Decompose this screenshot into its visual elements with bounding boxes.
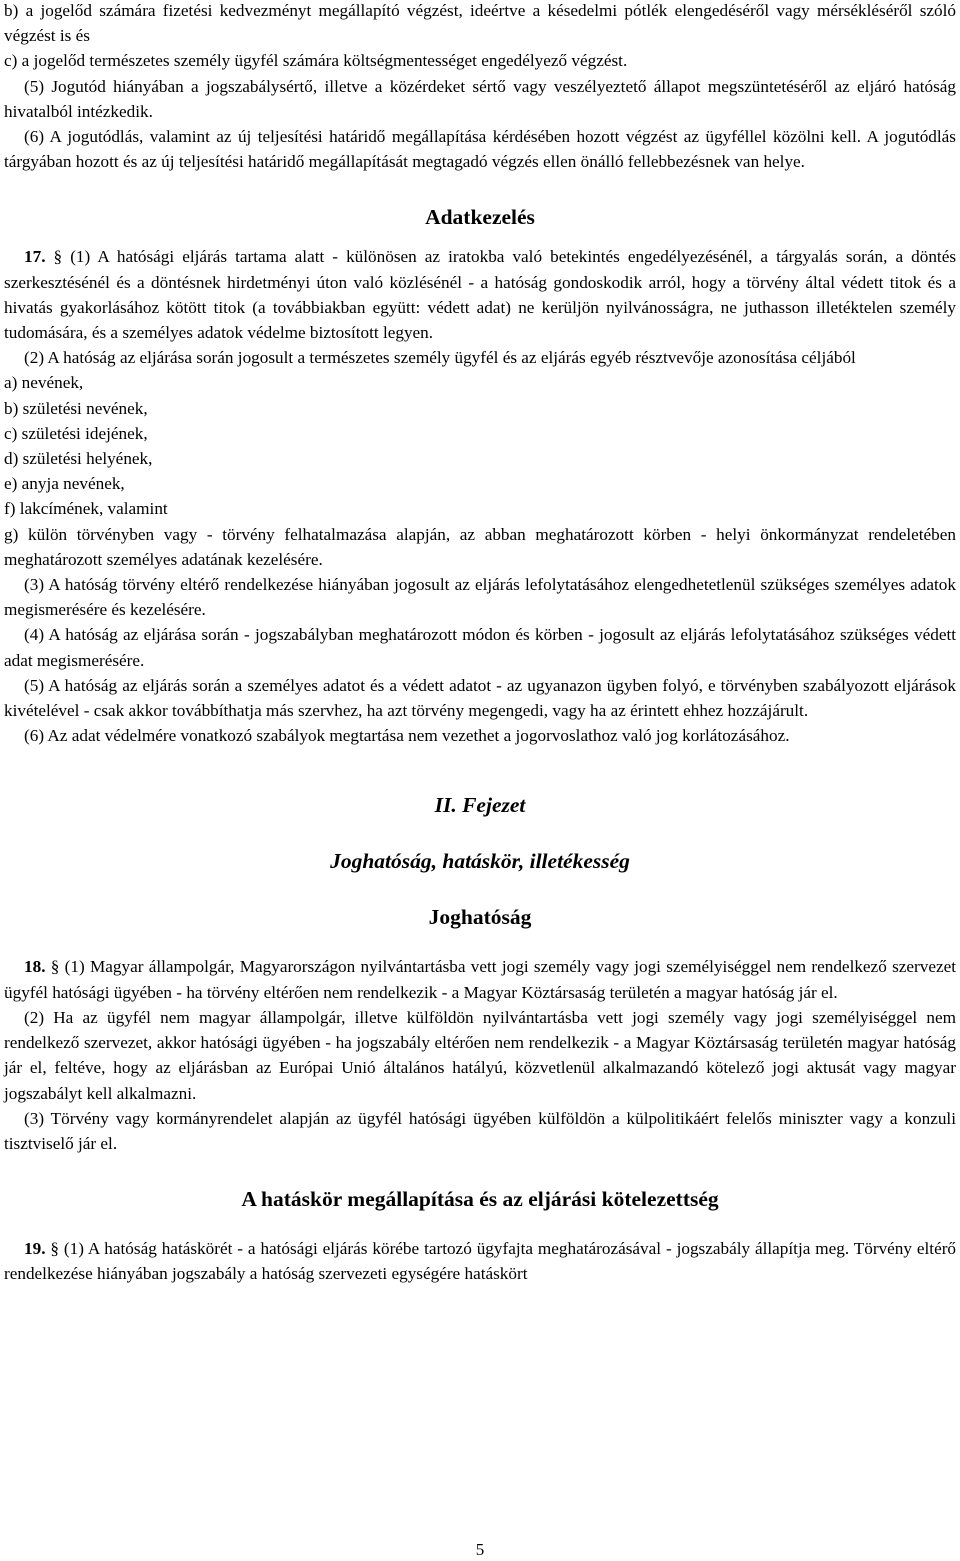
- section-17-p1-text: (1) A hatósági eljárás tartama alatt - különösen az iratokba való betekintés engedélyezésénél, a tárgyalás során, a döntés szerkesztésénél és a döntésnek hirdetményi úton való közlésénél - a hatóság gondoskodik arról, hogy a törvény által védett titok és a hivatás gyakorlásához kötött titok (a továbbiakban együtt: védett adat) ne kerüljön nyilvánosságra, ne juthasson illetéktelen személy tudomására, és a személyes adatok védelme biztosított legyen.: [4, 247, 957, 343]
- section-18-number: 18.: [24, 957, 46, 977]
- section-19-p1: [4, 1236, 956, 1286]
- section-17-p3: (3) A hatóság törvény eltérő rendelkezése hiányában jogosult az eljárás lefolytatásához elengedhetetlenül szükséges személyes adatok megismerésére és kezelésére.: [4, 575, 956, 620]
- chapter-title: II. Fejezet: [434, 793, 526, 818]
- section-17-p6: (6) Az adat védelmére vonatkozó szabályok megtartása nem vezethet a jogorvoslathoz való jog korlátozásához.: [24, 726, 790, 746]
- heading-adatkezeles: Adatkezelés: [425, 205, 535, 230]
- section-17-p1: [4, 244, 956, 345]
- list-item-d: d) születési helyének,: [4, 449, 153, 469]
- section-18-p1-text: (1) Magyar állampolgár, Magyarországon nyilvántartásba vett jogi személy vagy jogi személyiséggel nem rendelkező szervezet ügyfél hatósági ügyében - ha törvény eltérően nem rendelkezik - a Magyar Köztársaság területén a magyar hatóság jár el.: [4, 957, 956, 1002]
- paragraph-6: (6) A jogutódlás, valamint az új teljesítési határidő megállapítása kérdésében hozott végzést az ügyféllel közölni kell. A jogutódlás tárgyában hozott és az új teljesítési határidő megállapítását megtagadó végzés ellen önálló fellebbezésnek van helye.: [4, 127, 956, 172]
- document-page: [4, 0, 956, 1287]
- section-sign: §: [50, 957, 60, 977]
- section-18-p2: (2) Ha az ügyfél nem magyar állampolgár, illetve külföldön nyilvántartásba vett jogi személy vagy jogi személyiséggel nem rendelkező szervezet, akkor hatósági ügyében - ha jogszabály eltérően nem rendelkezik - a Magyar Köztársaság területén magyar hatóság jár el, feltéve, hogy az eljárásban az Európai Unió általános hatályú, közvetlenül alkalmazandó kötelező jogi aktusát vagy magyar jogszabályt kell alkalmazni.: [4, 1007, 956, 1103]
- list-item-a: a) nevének,: [4, 373, 84, 393]
- list-item-e: e) anyja nevének,: [4, 474, 125, 494]
- list-item-b: b) születési nevének,: [4, 398, 148, 418]
- paragraph-5: (5) Jogutód hiányában a jogszabálysértő, illetve a közérdeket sértő vagy veszélyeztető állapot megszüntetéséről az eljáró hatóság hivatalból intézkedik.: [4, 76, 956, 121]
- section-sign: §: [50, 1239, 59, 1259]
- section-17-number: 17.: [24, 247, 46, 267]
- section-18-p3: (3) Törvény vagy kormányrendelet alapján az ügyfél hatósági ügyében külföldön a külpolitikáért felelős miniszter vagy a konzuli tisztviselő jár el.: [4, 1108, 956, 1153]
- section-19-p1-text: (1) A hatóság hatáskörét - a hatósági eljárás körébe tartozó ügyfajta meghatározásával - jogszabály állapítja meg. Törvény eltérő rendelkezése hiányában jogszabály a hatóság szervezeti egységére hatáskört: [4, 1239, 957, 1284]
- section-17-p2: (2) A hatóság az eljárása során jogosult a természetes személy ügyfél és az eljárás egyéb résztvevője azonosítása céljából: [24, 348, 856, 368]
- section-sign: §: [53, 247, 63, 267]
- list-item-f: f) lakcímének, valamint: [4, 499, 168, 519]
- section-17-p5: (5) A hatóság az eljárás során a személyes adatot és a védett adatot - az ugyanazon ügyben folyó, e törvényben szabályozott eljárások kivételével - csak akkor továbbíthatja más szervhez, ha azt törvény megengedi, vagy ha az érintett ehhez hozzájárult.: [4, 675, 956, 721]
- section-19-number: 19.: [24, 1239, 46, 1259]
- chapter-subtitle: Joghatóság, hatáskör, illetékesség: [330, 849, 630, 874]
- list-item-g: g) külön törvényben vagy - törvény felhatalmazása alapján, az abban meghatározott körben - helyi önkormányzat rendeletében meghatározott személyes adatának kezelésére.: [4, 524, 956, 569]
- heading-joghatosag: Joghatóság: [428, 905, 532, 930]
- list-item-c: c) születési idejének,: [4, 423, 148, 443]
- heading-hataskor: A hatáskör megállapítása és az eljárási kötelezettség: [241, 1187, 719, 1212]
- section-17-p4: (4) A hatóság az eljárása során - jogszabályban meghatározott módon és körben - jogosult az eljárás lefolytatásához szükséges védett adat megismerésére.: [4, 625, 956, 670]
- paragraph-c: c) a jogelőd természetes személy ügyfél számára költségmentességet engedélyező végzést.: [4, 51, 628, 71]
- page-number: 5: [475, 1540, 485, 1559]
- section-18-p1: [4, 954, 956, 1004]
- paragraph-b: b) a jogelőd számára fizetési kedvezményt megállapító végzést, ideértve a késedelmi pótlék elengedéséről vagy mérsékléséről szóló végzést is és: [4, 1, 956, 46]
